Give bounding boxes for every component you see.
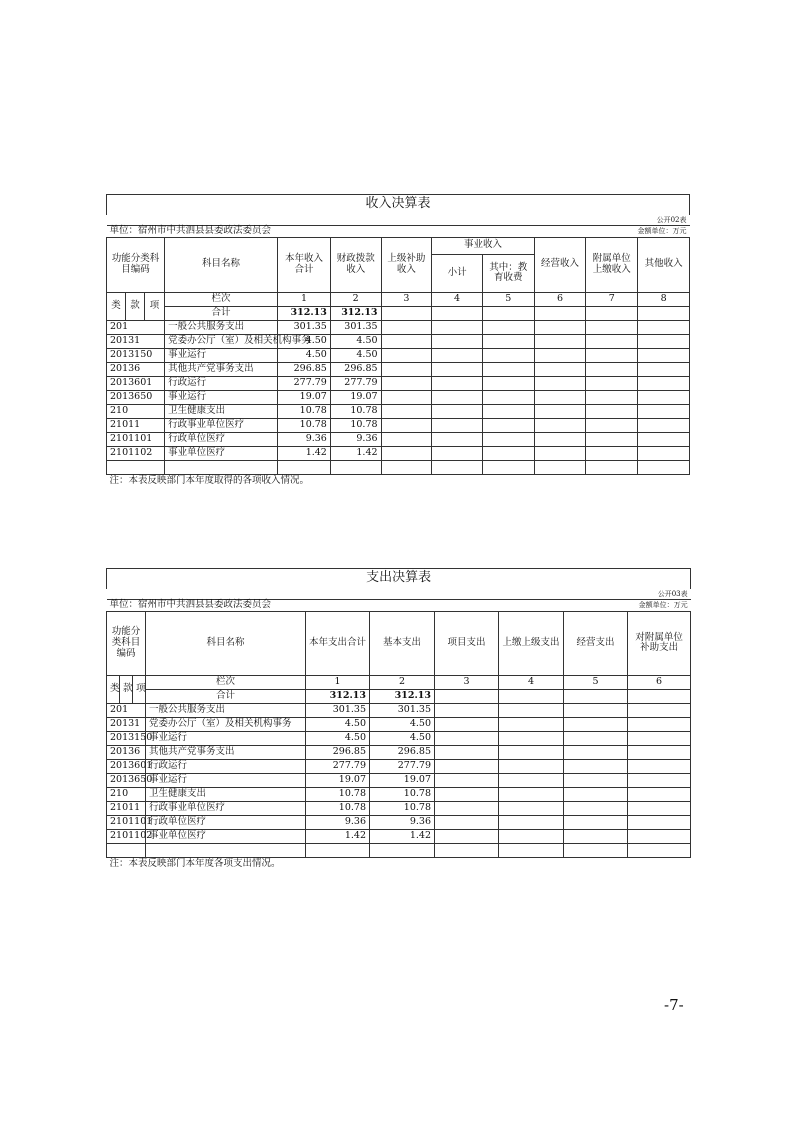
- row-code: 2013650: [107, 773, 146, 787]
- row-code: 20131: [107, 334, 165, 348]
- table-row: [107, 773, 691, 787]
- header-operating: 经营支出: [564, 611, 628, 675]
- form-number: 公开03表: [107, 589, 691, 600]
- table-row: [107, 731, 691, 745]
- row-name: 事业运行: [146, 731, 306, 745]
- row-basic: 4.50: [370, 731, 435, 745]
- row-total: 301.35: [278, 320, 331, 334]
- table-row: [107, 787, 691, 801]
- row-fiscal: 1.42: [330, 446, 381, 460]
- col-num: 4: [499, 675, 564, 689]
- row-code: 21011: [107, 418, 165, 432]
- row-name: 党委办公厅（室）及相关机构事务: [146, 717, 306, 731]
- row-basic: 9.36: [370, 815, 435, 829]
- empty-row: [107, 843, 691, 857]
- table-row: [107, 815, 691, 829]
- row-fiscal: 277.79: [330, 376, 381, 390]
- row-total: 296.85: [278, 362, 331, 376]
- income-table-title: 收入决算表: [107, 195, 690, 215]
- row-code: 2013150: [107, 348, 165, 362]
- table-row: [107, 703, 691, 717]
- row-total: 4.50: [306, 731, 370, 745]
- header-lanci: 栏次: [146, 675, 306, 689]
- header-code: 功能分类科目编码: [107, 237, 165, 292]
- expense-table-title: 支出决算表: [107, 569, 691, 589]
- row-fiscal: 10.78: [330, 404, 381, 418]
- row-name: 事业运行: [146, 773, 306, 787]
- row-code: 2013150: [107, 731, 146, 745]
- form-number: 公开02表: [107, 215, 690, 226]
- row-total: 4.50: [278, 348, 331, 362]
- table-row: [107, 404, 690, 418]
- header-lei: 类: [107, 675, 120, 703]
- header-basic: 基本支出: [370, 611, 435, 675]
- row-name: 其他共产党事务支出: [146, 745, 306, 759]
- unit-label: 单位：宿州市中共泗县县委政法委员会: [107, 226, 535, 238]
- row-basic: 10.78: [370, 801, 435, 815]
- header-lei: 类: [107, 292, 126, 320]
- row-name: 事业运行: [165, 390, 278, 404]
- header-kuan: 款: [126, 292, 145, 320]
- table-row: [107, 418, 690, 432]
- row-total: 4.50: [278, 334, 331, 348]
- row-total: 10.78: [306, 801, 370, 815]
- header-total: 本年收入合计: [278, 237, 331, 292]
- income-table: [106, 194, 690, 488]
- row-total: 9.36: [306, 815, 370, 829]
- table-row: [107, 446, 690, 460]
- money-unit: 金额单位：万元: [564, 600, 691, 612]
- table-row: [107, 745, 691, 759]
- row-code: 2013650: [107, 390, 165, 404]
- row-name: 事业运行: [165, 348, 278, 362]
- row-code: 21011: [107, 801, 146, 815]
- row-total: 296.85: [306, 745, 370, 759]
- table-row: [107, 362, 690, 376]
- header-lanci: 栏次: [165, 292, 278, 306]
- header-fiscal: 财政拨款收入: [330, 237, 381, 292]
- table-row: [107, 717, 691, 731]
- table-row: [107, 320, 690, 334]
- col-num: 5: [482, 292, 534, 306]
- col-num: 6: [628, 675, 691, 689]
- row-code: 20136: [107, 745, 146, 759]
- row-total: 19.07: [306, 773, 370, 787]
- expense-note: 注：本表反映部门本年度各项支出情况。: [107, 857, 691, 871]
- col-num: 8: [638, 292, 690, 306]
- row-total: 277.79: [306, 759, 370, 773]
- row-name: 事业单位医疗: [146, 829, 306, 843]
- row-total: 10.78: [278, 418, 331, 432]
- table-row: [107, 829, 691, 843]
- row-fiscal: 10.78: [330, 418, 381, 432]
- row-code: 2101102: [107, 446, 165, 460]
- row-name: 行政运行: [165, 376, 278, 390]
- row-name: 一般公共服务支出: [146, 703, 306, 717]
- row-basic: 1.42: [370, 829, 435, 843]
- table-row: [107, 432, 690, 446]
- total-row: [107, 306, 690, 320]
- row-code: 210: [107, 404, 165, 418]
- total-fiscal: 312.13: [330, 306, 381, 320]
- col-num: 7: [586, 292, 638, 306]
- header-edu-fee: 其中：教育收费: [482, 254, 534, 292]
- row-total: 9.36: [278, 432, 331, 446]
- total-label: 合计: [146, 689, 306, 703]
- row-basic: 296.85: [370, 745, 435, 759]
- row-basic: 19.07: [370, 773, 435, 787]
- row-fiscal: 19.07: [330, 390, 381, 404]
- row-fiscal: 9.36: [330, 432, 381, 446]
- col-num: 3: [381, 292, 432, 306]
- row-fiscal: 4.50: [330, 348, 381, 362]
- header-affiliated: 附属单位上缴收入: [586, 237, 638, 292]
- header-project: 项目支出: [435, 611, 499, 675]
- row-name: 行政单位医疗: [165, 432, 278, 446]
- header-subtotal: 小计: [432, 254, 483, 292]
- total-value: 312.13: [306, 689, 370, 703]
- row-code: 210: [107, 787, 146, 801]
- unit-label: 单位：宿州市中共泗县县委政法委员会: [107, 600, 564, 612]
- header-remit: 上缴上级支出: [499, 611, 564, 675]
- row-total: 19.07: [278, 390, 331, 404]
- header-operating: 经营收入: [534, 237, 586, 292]
- col-num: 1: [306, 675, 370, 689]
- total-basic: 312.13: [370, 689, 435, 703]
- header-xiang: 项: [133, 675, 146, 703]
- row-code: 201: [107, 320, 165, 334]
- col-num: 6: [534, 292, 586, 306]
- row-code: 2101101: [107, 432, 165, 446]
- total-label: 合计: [165, 306, 278, 320]
- row-total: 1.42: [306, 829, 370, 843]
- row-name: 事业单位医疗: [165, 446, 278, 460]
- row-fiscal: 296.85: [330, 362, 381, 376]
- row-name: 行政事业单位医疗: [146, 801, 306, 815]
- row-name: 卫生健康支出: [165, 404, 278, 418]
- total-value: 312.13: [278, 306, 331, 320]
- row-name: 一般公共服务支出: [165, 320, 278, 334]
- row-code: 2013601: [107, 376, 165, 390]
- money-unit: 金额单位：万元: [534, 226, 689, 238]
- expense-table: [106, 568, 691, 871]
- header-code: 功能分类科目编码: [107, 611, 146, 675]
- total-row: [107, 689, 691, 703]
- row-total: 10.78: [306, 787, 370, 801]
- col-num: 2: [370, 675, 435, 689]
- empty-row: [107, 460, 690, 474]
- col-num: 3: [435, 675, 499, 689]
- page-number: -7-: [664, 996, 684, 1014]
- row-fiscal: 4.50: [330, 334, 381, 348]
- row-name: 卫生健康支出: [146, 787, 306, 801]
- header-name: 科目名称: [146, 611, 306, 675]
- row-fiscal: 301.35: [330, 320, 381, 334]
- row-name: 行政事业单位医疗: [165, 418, 278, 432]
- row-total: 1.42: [278, 446, 331, 460]
- row-code: 2101101: [107, 815, 146, 829]
- income-note: 注：本表反映部门本年度取得的各项收入情况。: [107, 474, 690, 488]
- table-row: [107, 801, 691, 815]
- header-other: 其他收入: [638, 237, 690, 292]
- row-basic: 4.50: [370, 717, 435, 731]
- header-subsidy: 对附属单位补助支出: [628, 611, 691, 675]
- row-name: 其他共产党事务支出: [165, 362, 278, 376]
- row-total: 10.78: [278, 404, 331, 418]
- row-code: 2013601: [107, 759, 146, 773]
- header-xiang: 项: [145, 292, 165, 320]
- row-total: 4.50: [306, 717, 370, 731]
- row-name: 行政运行: [146, 759, 306, 773]
- row-total: 301.35: [306, 703, 370, 717]
- header-name: 科目名称: [165, 237, 278, 292]
- row-total: 277.79: [278, 376, 331, 390]
- col-num: 4: [432, 292, 483, 306]
- row-code: 2101102: [107, 829, 146, 843]
- row-code: 20136: [107, 362, 165, 376]
- table-row: [107, 376, 690, 390]
- row-basic: 10.78: [370, 787, 435, 801]
- row-basic: 301.35: [370, 703, 435, 717]
- col-num: 1: [278, 292, 331, 306]
- header-kuan: 款: [120, 675, 133, 703]
- col-num: 5: [564, 675, 628, 689]
- header-superior: 上级补助收入: [381, 237, 432, 292]
- table-row: [107, 348, 690, 362]
- table-row: [107, 334, 690, 348]
- col-num: 2: [330, 292, 381, 306]
- table-row: [107, 390, 690, 404]
- header-business-group: 事业收入: [432, 237, 534, 254]
- header-total: 本年支出合计: [306, 611, 370, 675]
- row-name: 党委办公厅（室）及相关机构事务: [165, 334, 278, 348]
- row-basic: 277.79: [370, 759, 435, 773]
- table-row: [107, 759, 691, 773]
- row-name: 行政单位医疗: [146, 815, 306, 829]
- row-code: 201: [107, 703, 146, 717]
- row-code: 20131: [107, 717, 146, 731]
